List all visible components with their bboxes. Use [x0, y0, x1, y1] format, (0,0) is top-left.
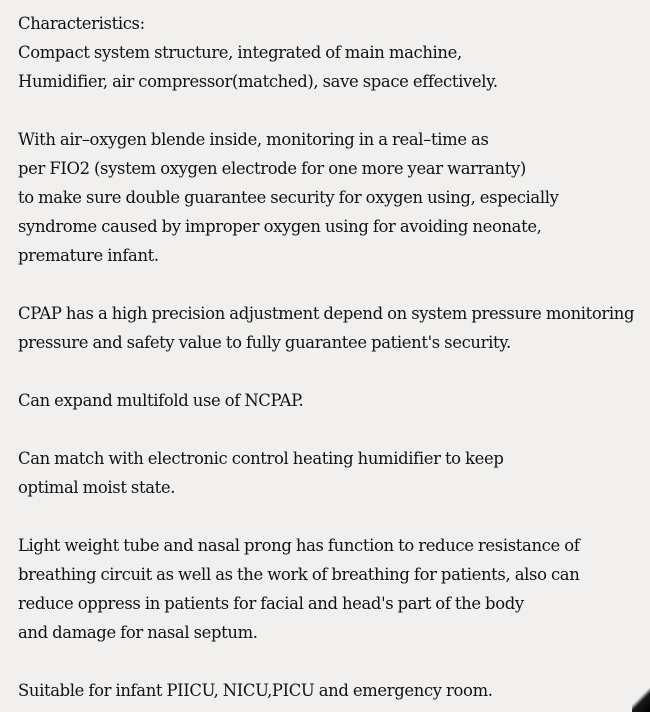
- paragraph-nasal-prong: [18, 531, 648, 647]
- paragraph-line: Light weight tube and nasal prong has function to reduce resistance of: [18, 536, 580, 555]
- characteristics-document: [18, 9, 648, 705]
- paragraph-compact-structure: [18, 38, 648, 96]
- paragraph-spacer: [18, 415, 648, 444]
- paragraph-spacer: [18, 270, 648, 299]
- paragraph-line: premature infant.: [18, 246, 159, 265]
- paragraph-line: to make sure double guarantee security for oxygen using, especially: [18, 188, 559, 207]
- paragraph-suitable-for: [18, 676, 648, 705]
- paragraph-line: Suitable for infant PIICU, NICU,PICU and emergency room.: [18, 681, 493, 700]
- paragraph-line: With air–oxygen blende inside, monitoring in a real–time as: [18, 130, 489, 149]
- paragraph-spacer: [18, 502, 648, 531]
- paragraph-spacer: [18, 357, 648, 386]
- paragraph-line: Humidifier, air compressor(matched), save space effectively.: [18, 72, 498, 91]
- paragraph-line: Compact system structure, integrated of main machine,: [18, 43, 462, 62]
- paragraph-cpap-precision: [18, 299, 648, 357]
- paragraph-air-oxygen-blender: [18, 125, 648, 270]
- paragraph-line: Can expand multifold use of NCPAP.: [18, 391, 304, 410]
- paragraph-humidifier: [18, 444, 648, 502]
- paragraph-line: and damage for nasal septum.: [18, 623, 258, 642]
- paragraph-line: breathing circuit as well as the work of breathing for patients, also can: [18, 565, 580, 584]
- paragraph-spacer: [18, 96, 648, 125]
- paragraph-line: CPAP has a high precision adjustment depend on system pressure monitoring: [18, 304, 635, 323]
- paragraph-ncpap: [18, 386, 648, 415]
- paragraph-line: optimal moist state.: [18, 478, 176, 497]
- paragraph-line: Can match with electronic control heating humidifier to keep: [18, 449, 504, 468]
- paragraph-spacer: [18, 647, 648, 676]
- paragraph-line: per FIO2 (system oxygen electrode for one more year warranty): [18, 159, 526, 178]
- paragraph-line: pressure and safety value to fully guarantee patient's security.: [18, 333, 511, 352]
- paragraph-line: reduce oppress in patients for facial and head's part of the body: [18, 594, 524, 613]
- document-heading: Characteristics:: [18, 14, 145, 33]
- corner-shadow: [632, 688, 650, 712]
- paragraph-line: syndrome caused by improper oxygen using for avoiding neonate,: [18, 217, 542, 236]
